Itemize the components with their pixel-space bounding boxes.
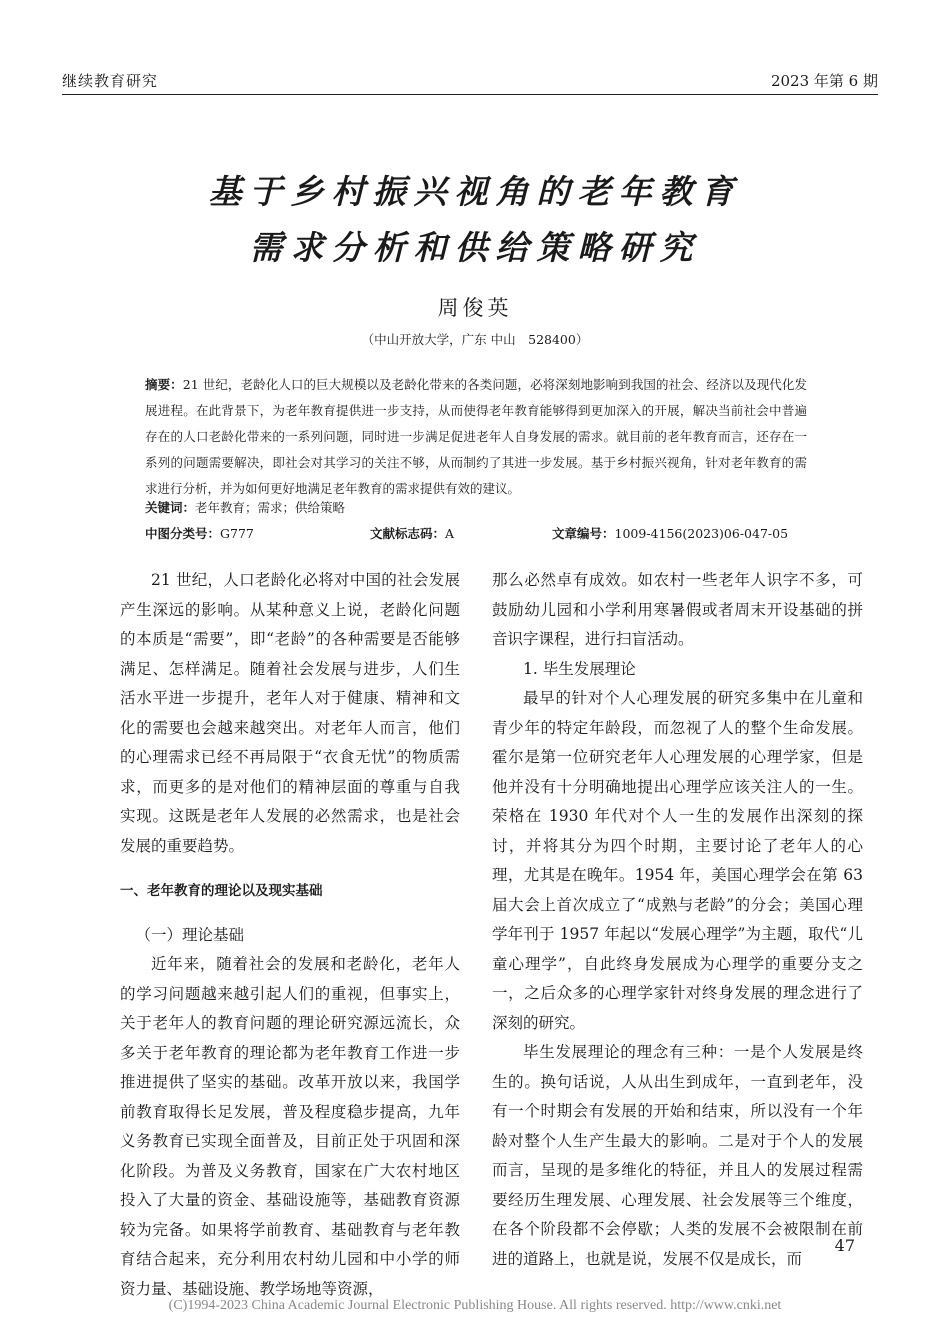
clc-value: G777 [220,526,254,541]
abstract-label: 摘要： [145,377,183,392]
page-number: 47 [834,1236,855,1255]
subsection-heading: 1. 毕生发展理论 [523,659,636,678]
keywords-text: 老年教育；需求；供给策略 [195,500,346,515]
paragraph: 近年来，随着社会的发展和老龄化，老年人的学习问题越来越引起人们的重视，但事实上，关于老年人的教育问题的理论研究源远流长，众多关于老年教育的理论都为老年教育工作进一步推进提供了坚实的基础。改革开放以来，我国学前教育取得长足发展，普及程度稳步提高，九年义务教育已实现全面普及，目前正处于巩固和深化阶段。为普及义务教育，国家在广大农村地区投入了大量的资金、基础设施等，基础教育资源较为完备。如果将学前教育、基础教育与老年教育结合起来，充分利用农村幼儿园和中小学的师资力量、基础设施、教学场地等资源， [120,955,460,1298]
document-code [370,524,454,542]
section-heading: 一、老年教育的理论以及现实基础 [120,883,323,899]
paragraph: 21 世纪，人口老龄化必将对中国的社会发展产生深远的影响。从某种意义上说，老龄化问题的本质是“需要”，即“老龄”的各种需要是否能够满足、怎样满足。随着社会发展与进步，人们生活水平进一步提升，老年人对于健康、精神和文化的需要也会越来越突出。对老年人而言，他们的心理需求已经不再局限于“衣食无忧”的物质需求，而更多的是对他们的精神层面的尊重与自我实现。这既是老年人发展的必然需求，也是社会发展的重要趋势。 [120,571,460,855]
title-line-2: 需求分析和供给策略研究 [249,228,701,267]
running-header-issue: 2023 年第 6 期 [770,72,878,90]
keywords-label: 关键词： [145,500,196,515]
keywords [145,498,345,516]
article-number [552,524,788,542]
header-rule [62,94,878,95]
paragraph: 最早的针对个人心理发展的研究多集中在儿童和青少年的特定年龄段，而忽视了人的整个生命发展。霍尔是第一位研究老年人心理发展的心理学家，但是他并没有十分明确地提出心理学应该关注人的一生。荣格在 1930 年代对个人一生的发展作出深刻的探讨，并将其分为四个时期，主要讨论了老年人的心理，尤其是在晚年。1954 年，美国心理学会在第 63 届大会上首次成立了“成熟与老龄”的分会；美国心理学年刊于 1957 年起以“发展心理学”为主题，取代“儿童心理学”，自此终身发展成为心理学的重要分支之一，之后众多的心理学家针对终身发展的理念进行了深刻的研究。 [492,689,863,1032]
clc-number [145,524,254,542]
title-line-1: 基于乡村振兴视角的老年教育 [208,172,742,211]
paragraph: 那么必然卓有成效。如农村一些老年人识字不多，可鼓励幼儿园和小学利用寒暑假或者周末开设基础的拼音识字课程，进行扫盲活动。 [492,571,863,648]
running-header-journal: 继续教育研究 [62,72,159,90]
article-number-value: 1009-4156(2023)06-047-05 [614,526,789,541]
paragraph: 毕生发展理论的理念有三种：一是个人发展是终生的。换句话说，人从出生到成年，一直到老年，没有一个时期会有发展的开始和结束，所以没有一个年龄对整个人生产生最大的影响。二是对于个人的发展而言，呈现的是多维化的特征，并且人的发展过程需要经历生理发展、心理发展、社会发展等三个维度，在各个阶段都不会停歇；人类的发展不会被限制在前进的道路上，也就是说，发展不仅是成长，而 [492,1043,863,1268]
author-name: 周俊英 [437,296,513,320]
doc-code-value: A [445,526,455,541]
clc-label: 中图分类号： [145,526,221,541]
abstract [145,372,807,502]
author-affiliation: （中山开放大学，广东 中山 528400） [361,332,589,347]
abstract-text: 21 世纪，老龄化人口的巨大规模以及老龄化带来的各类问题，必将深刻地影响到我国的社会、经济以及现代化发展进程。在此背景下，为老年教育提供进一步支持，从而使得老年教育能够得到更加深入的开展，解决当前社会中普遍存在的人口老龄化带来的一系列问题，同时进一步满足促进老年人自身发展的需求。就目前的老年教育而言，还存在一系列的问题需要解决，即社会对其学习的关注不够，从而制约了其进一步发展。基于乡村振兴视角，针对老年教育的需求进行分析，并为如何更好地满足老年教育的需求提供有效的建议。 [145,377,807,496]
body-column-left [120,566,460,1304]
subsection-heading: （一）理论基础 [135,925,245,944]
copyright-footer: (C)1994-2023 China Academic Journal Electronic Publishing House. All rights reserved. http://www.cnki.net [168,1298,782,1313]
article-number-label: 文章编号： [552,526,615,541]
doc-code-label: 文献标志码： [370,526,446,541]
body-column-right [492,566,863,1274]
